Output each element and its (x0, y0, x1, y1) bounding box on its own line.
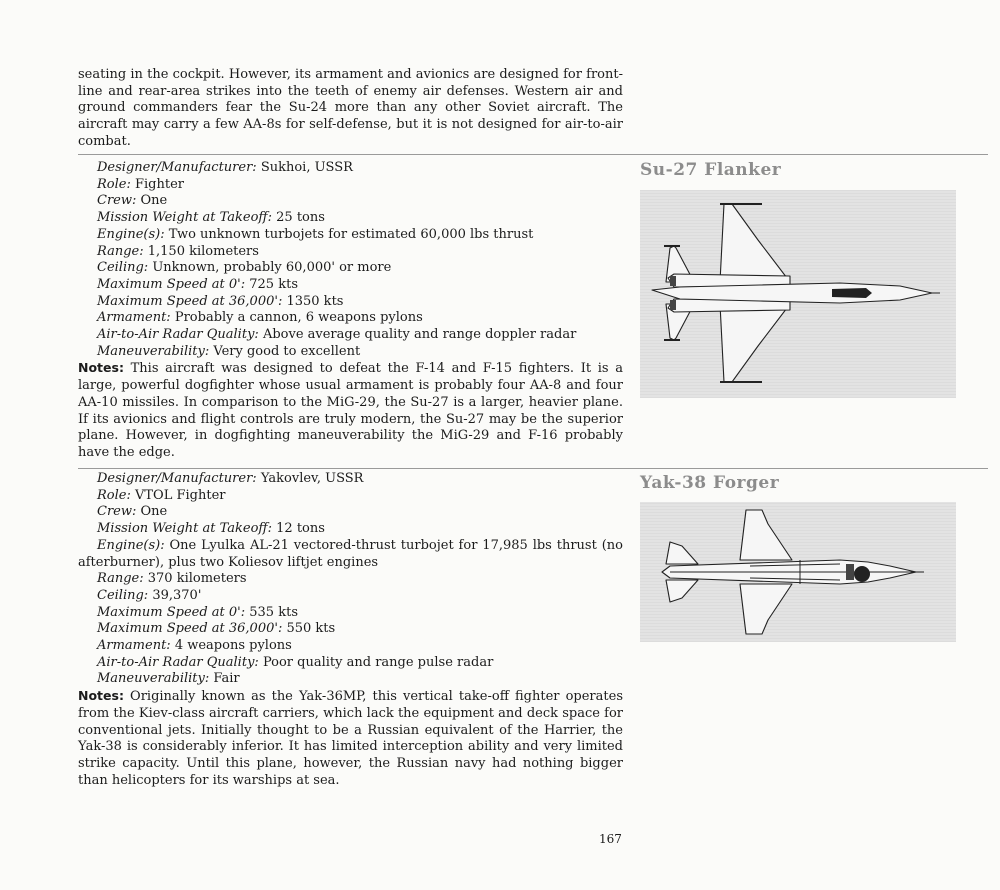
su27-illustration (640, 190, 956, 398)
spec-designer: Designer/Manufacturer: Sukhoi, USSR (97, 160, 353, 175)
section-divider (78, 154, 988, 155)
spec-range: Range: 1,150 kilometers (97, 243, 259, 259)
spec-role: Role: VTOL Fighter (97, 487, 226, 503)
yak38-specs (78, 471, 623, 789)
spec-maneuverability: Maneuverability: Very good to excellent (97, 343, 361, 359)
intro-column (78, 67, 623, 151)
spec-crew: Crew: One (97, 193, 168, 209)
spec-weight: Mission Weight at Takeoff: 25 tons (97, 210, 325, 226)
su27-specs (78, 160, 623, 462)
spec-speed-0: Maximum Speed at 0': 725 kts (97, 276, 298, 292)
spec-maneuverability: Maneuverability: Fair (97, 671, 240, 687)
spec-designer: Designer/Manufacturer: Yakovlev, USSR (97, 471, 364, 486)
section-divider (78, 468, 988, 469)
spec-crew: Crew: One (97, 504, 168, 520)
yak38-plan-view (640, 502, 956, 642)
spec-speed-36000: Maximum Speed at 36,000': 550 kts (97, 621, 336, 637)
spec-speed-0: Maximum Speed at 0': 535 kts (97, 604, 298, 620)
spec-range: Range: 370 kilometers (97, 571, 247, 587)
show-through-bleed (640, 400, 990, 470)
intro-paragraph: seating in the cockpit. However, its armament and avionics are designed for front-line and rear-area strikes into the teeth of enemy air defenses. Western air and ground commanders fear the Su-24 more than any other Soviet aircraft. The aircraft may carry a few AA-8s for self-defense, but it is not designed for air-to-air combat. (78, 67, 623, 149)
spec-radar: Air-to-Air Radar Quality: Above average quality and range doppler radar (97, 327, 577, 343)
spec-weight: Mission Weight at Takeoff: 12 tons (97, 521, 325, 537)
spec-armament: Armament: 4 weapons pylons (97, 638, 292, 654)
spec-ceiling: Ceiling: Unknown, probably 60,000' or more (97, 260, 392, 276)
su27-plan-view (640, 190, 956, 398)
spec-armament: Armament: Probably a cannon, 6 weapons pylons (97, 310, 423, 326)
spec-engines: Engine(s): Two unknown turbojets for estimated 60,000 lbs thrust (97, 226, 534, 242)
spec-role: Role: Fighter (97, 176, 185, 192)
su27-title: Su-27 Flanker (640, 160, 782, 180)
yak38-notes: Notes: Originally known as the Yak-36MP, this vertical take-off fighter operates from the Kiev-class aircraft carriers, which lack the equipment and deck space for conventional jets. Initially thought to be a Russian equivalent of the Harrier, the Yak-38 is considerably inferior. It has limited interception ability and very limited strike capacity. Until this plane, however, the Russian navy had nothing bigger than helicopters for its warships at sea. (78, 688, 623, 788)
spec-radar: Air-to-Air Radar Quality: Poor quality and range pulse radar (97, 654, 494, 670)
su27-notes: Notes: This aircraft was designed to defeat the F-14 and F-15 fighters. It is a large, powerful dogfighter whose usual armament is probably four AA-8 and four AA-10 missiles. In comparison to the MiG-29, the Su-27 is a larger, heavier plane. If its avionics and flight controls are truly modern, the Su-27 may be the superior plane. However, in dogfighting maneuverability the MiG-29 and F-16 probably have the edge. (78, 360, 623, 460)
page-number: 167 (599, 832, 622, 846)
yak38-illustration (640, 502, 956, 642)
yak38-title: Yak-38 Forger (640, 473, 780, 493)
spec-engines: Engine(s): One Lyulka AL-21 vectored-thrust turbojet for 17,985 lbs thrust (no afterburner), plus two Koliesov liftjet engines (78, 537, 623, 570)
spec-speed-36000: Maximum Speed at 36,000': 1350 kts (97, 293, 344, 309)
spec-ceiling: Ceiling: 39,370' (97, 587, 202, 603)
